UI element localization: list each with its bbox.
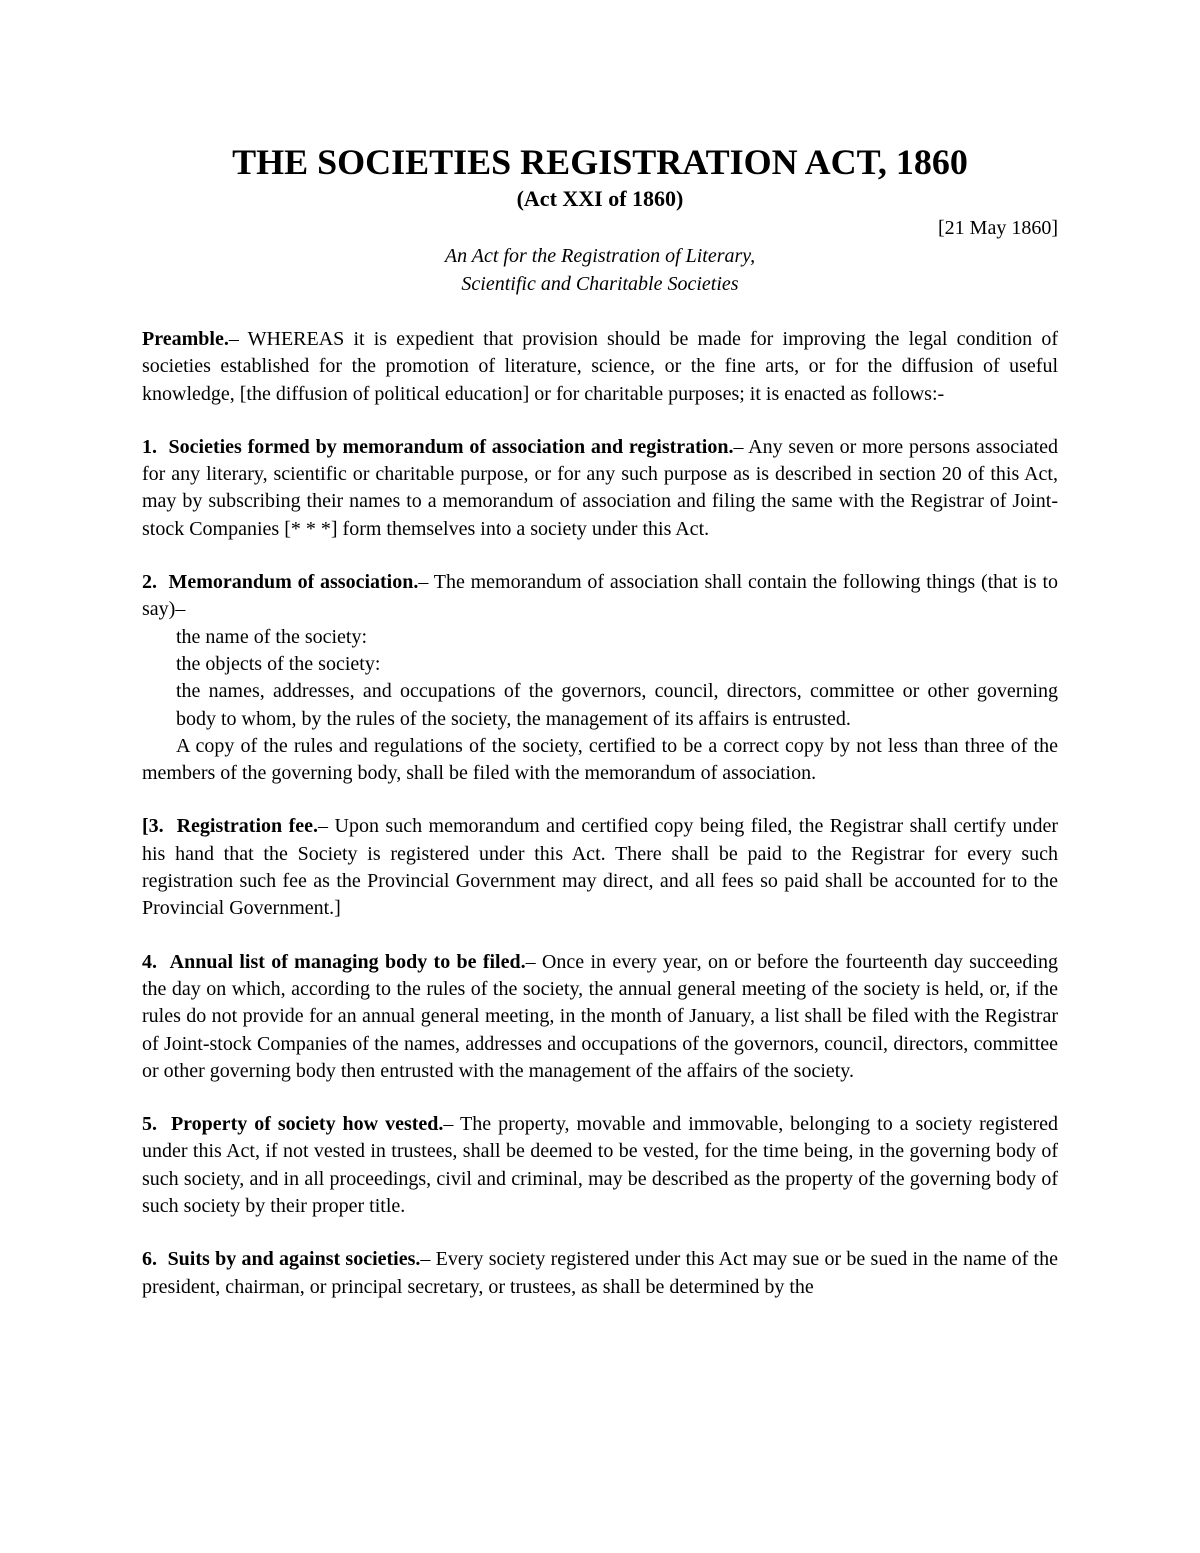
section-3-heading: Registration fee. xyxy=(176,815,319,838)
section-6 xyxy=(142,1246,1058,1301)
section-3-number: [3. xyxy=(142,815,164,838)
section-1-heading: Societies formed by memorandum of association and registration. xyxy=(168,435,734,458)
section-2-text: – The memorandum of association shall contain the following things (that is to say)– xyxy=(142,571,1059,621)
section-2-closing: A copy of the rules and regulations of the society, certified to be a correct copy by not less than three of the members of the governing body, shall be filed with the memorandum of association. xyxy=(142,734,1058,785)
act-number: (Act XXI of 1860) xyxy=(516,186,684,211)
section-1 xyxy=(142,434,1058,543)
section-4-number: 4. xyxy=(142,950,157,973)
section-3 xyxy=(142,813,1058,922)
preamble-heading: Preamble. xyxy=(142,328,229,350)
section-2-item-3: the names, addresses, and occupations of the governors, council, directors, committee or other governing body to whom, by the rules of the society, the management of its affairs is entrusted. xyxy=(176,680,1058,730)
long-title-line-1: An Act for the Registration of Literary, xyxy=(444,245,756,267)
section-4-text: – Once in every year, on or before the fourteenth day succeeding the day on which, according to the rules of the society, the annual general meeting of the society is held, or, if the rules do not provide for an annual general meeting, in the month of January, a list shall be filed with the Registrar of Joint-stock Companies of the names, addresses and occupations of the governors, council, directors, committee or other governing body then entrusted with the management of the affairs of the society. xyxy=(142,950,1058,1082)
section-2 xyxy=(142,569,1058,624)
section-6-number: 6. xyxy=(142,1248,157,1271)
section-3-text: – Upon such memorandum and certified copy being filed, the Registrar shall certify under his hand that the Society is registered under this Act. There shall be paid to the Registrar for every such registration such fee as the Provincial Government may direct, and all fees so paid shall be accounted for to the Provincial Government.] xyxy=(142,815,1059,920)
section-4-heading: Annual list of managing body to be filed. xyxy=(169,950,526,973)
document-title: THE SOCIETIES REGISTRATION ACT, 1860 xyxy=(232,142,968,182)
section-2-heading: Memorandum of association. xyxy=(168,571,419,594)
section-2-number: 2. xyxy=(142,571,157,594)
section-1-number: 1. xyxy=(142,435,157,458)
preamble-text: – WHEREAS it is expedient that provision should be made for improving the legal condition of societies established for the promotion of literature, science, or the fine arts, or for the diffusion of useful knowledge, [the diffusion of political education] or for charitable purposes; it is enacted as follows:- xyxy=(142,328,1058,405)
section-2-item-1: the name of the society: xyxy=(176,625,368,648)
long-title-line-2: Scientific and Charitable Societies xyxy=(461,273,739,295)
section-6-text: – Every society registered under this Act may sue or be sued in the name of the president, chairman, or principal secretary, or trustees, as shall be determined by the xyxy=(142,1248,1058,1298)
section-6-heading: Suits by and against societies. xyxy=(167,1248,421,1271)
section-5 xyxy=(142,1111,1058,1220)
section-5-text: – The property, movable and immovable, belonging to a society registered under this Act, if not vested in trustees, shall be deemed to be vested, for the time being, in the governing body of such society, and in all proceedings, civil and criminal, may be described as the property of the governing body of such society by their proper title. xyxy=(142,1113,1058,1218)
section-1-text: – Any seven or more persons associated for any literary, scientific or charitable purpose, or for any such purpose as is described in section 20 of this Act, may by subscribing their names to a memorandum of association and filing the same with the Registrar of Joint-stock Companies [* * *] form themselves into a society under this Act. xyxy=(142,435,1058,540)
section-5-number: 5. xyxy=(142,1113,157,1136)
enactment-date: [21 May 1860] xyxy=(938,217,1058,239)
section-5-heading: Property of society how vested. xyxy=(170,1113,444,1136)
section-4 xyxy=(142,949,1058,1085)
section-2-item-2: the objects of the society: xyxy=(176,652,381,675)
preamble xyxy=(142,326,1058,408)
